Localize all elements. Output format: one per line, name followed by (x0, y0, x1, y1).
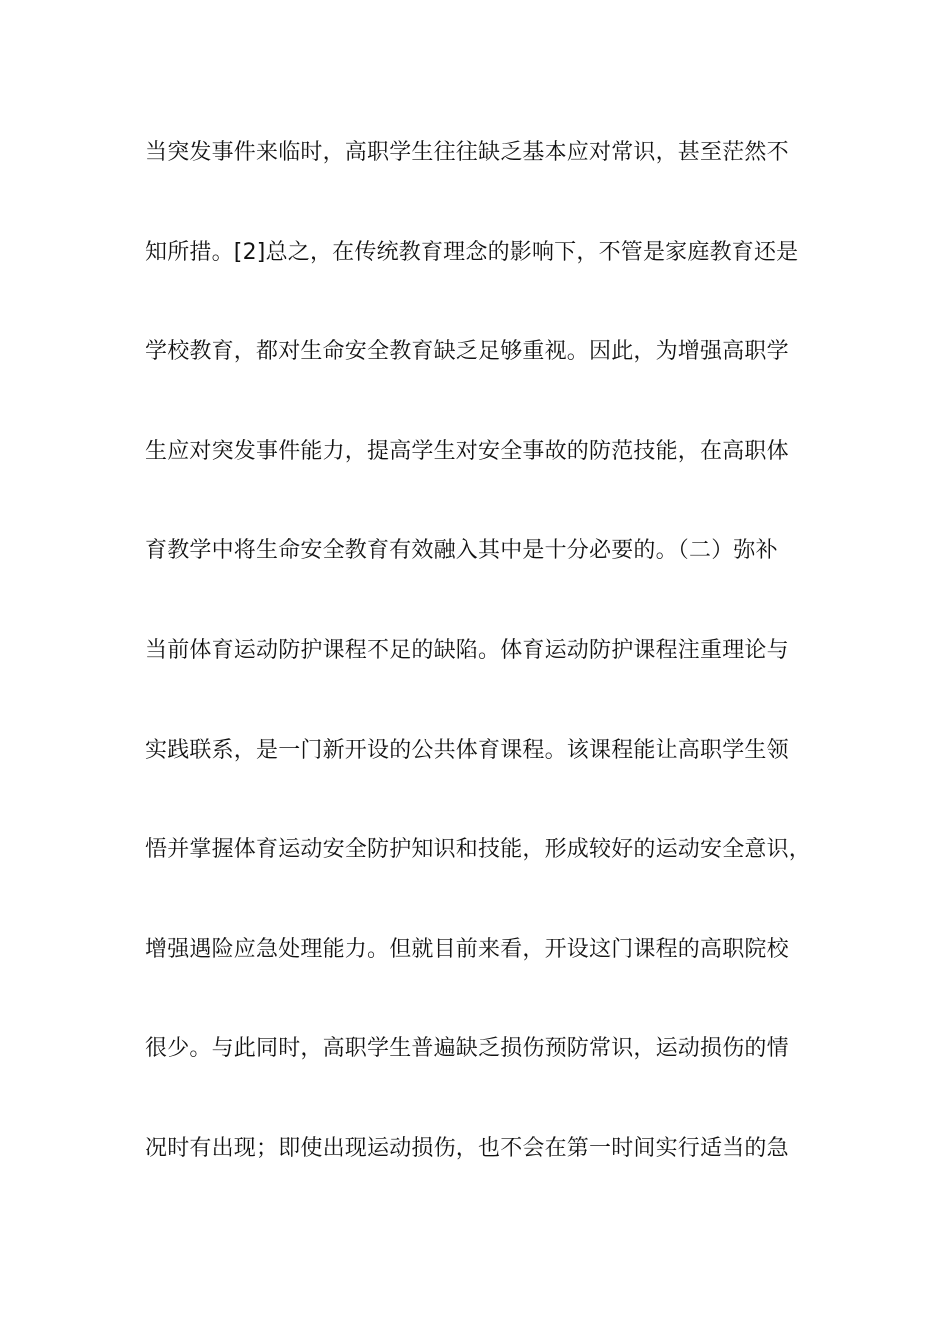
body-text (145, 128, 835, 1224)
text-line: 生应对突发事件能力，提高学生对安全事故的防范技能，在高职体 (145, 438, 789, 464)
text-line: 悟并掌握体育运动安全防护知识和技能，形成较好的运动安全意识， (145, 837, 812, 863)
text-line: 当突发事件来临时，高职学生往往缺乏基本应对常识，甚至茫然不 (145, 140, 789, 165)
text-line: 当前体育运动防护课程不足的缺陷。体育运动防护课程注重理论与 (145, 637, 789, 663)
text-line: 况时有出现；即使出现运动损伤，也不会在第一时间实行适当的急 (145, 1135, 789, 1161)
text-line: 知所措。[2]总之，在传统教育理念的影响下，不管是家庭教育还是 (145, 239, 799, 265)
text-line: 育教学中将生命安全教育有效融入其中是十分必要的。（二）弥补 (145, 538, 778, 564)
text-line: 学校教育，都对生命安全教育缺乏足够重视。因此，为增强高职学 (145, 339, 789, 365)
text-line: 实践联系，是一门新开设的公共体育课程。该课程能让高职学生领 (145, 737, 789, 763)
text-line: 增强遇险应急处理能力。但就目前来看，开设这门课程的高职院校 (145, 936, 789, 962)
text-line: 很少。与此同时，高职学生普遍缺乏损伤预防常识，运动损伤的情 (145, 1036, 789, 1062)
